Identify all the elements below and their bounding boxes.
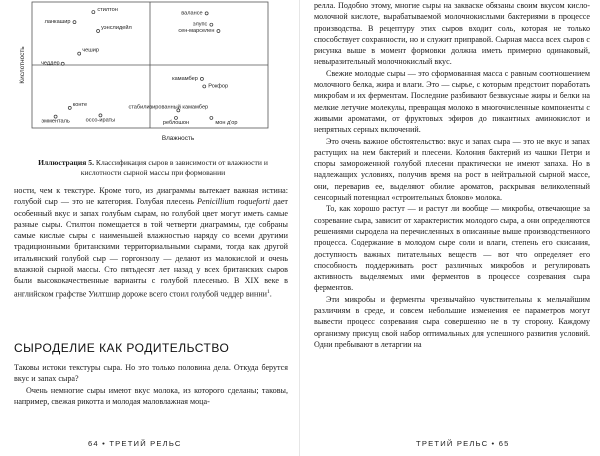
data-point-label: ланкашир [44,19,71,26]
data-point [68,106,71,109]
data-point [203,85,206,88]
left-p1-italic: Penicillium roqueforti [197,197,270,207]
data-point [97,29,100,32]
left-footer: 64 • ТРЕТИЙ РЕЛЬС [88,439,182,448]
data-point-label: реблошон [162,119,190,126]
data-point [200,77,203,80]
x-axis-label: Влажность [161,135,195,142]
right-paragraph-4: То, как хорошо растут — и растут ли вообще — микробы, отвечающие за созревание сыра, зависит от характеристик молодого сыра, а они определяются решениями сыродела на перечисленных в описанные выше производственного процесса. Содержание в молодом сыре соли и влаги, степень его скисания, доступность важных питательных веществ — вот что определяет его способность поддерживать рост различных микробов и регулировать активность выделяемых ими ферментов в процессе созревания сыра ферментов. [314,204,590,293]
right-paragraph-1: релла. Подобно этому, многие сыры на закваске обязаны своим вкусом кисло-молочной кислоте, вырабатываемой молочнокислыми бактериями в процессе производства. В рецептуру этих сыров входит соль, которая не только способствует сохранности, но и служит приправой. Сырная масса всех сыров с рисунка выше в момент формовки должна иметь примерно одинаковый, невыразительный молочнокислый вкус. [314,1,590,67]
section-heading: СЫРОДЕЛИЕ КАК РОДИТЕЛЬСТВО [14,341,230,355]
figure-caption [22,158,284,178]
footnote-mark: 1 [267,288,270,295]
data-point [205,12,208,15]
chart-svg [14,0,288,142]
data-point-label: стабилизированный камамбер [128,104,209,111]
data-point [210,116,213,119]
data-point-label: камамбер [172,75,198,82]
left-p1-end: . [269,289,272,299]
data-point-label: сен-марселен [178,27,215,34]
data-point [217,29,220,32]
data-point [78,52,81,55]
chart-points [41,7,237,126]
right-paragraph-2: Свежие молодые сыры — это сформованная масса с равным соотношением молочного белка, жира и влаги. Это — сырье, с которым предстоит поработать микробам и их ферментам. Последние разбивают безвкусные жиры и белки на мелкие летучие молекулы, превращая молоко в многочисленные компоненты с живыми ароматами, от фруктовых эфиров до пикантных аминокислот и непрятных серных включений. [314,68,590,135]
y-axis-label: Кислотность [19,46,26,84]
data-point-label: элупс [192,21,208,28]
data-point [92,11,95,14]
data-point-label: мон д'ор [215,119,238,126]
data-point-label: чеддер [41,60,60,67]
data-point-label: чешир [82,47,99,54]
caption-label: Иллюстрация 5. [38,158,94,167]
cheese-classification-chart [14,0,288,142]
caption-text: Классификация сыров в зависимости от влажности и кислотности сырной массы при формовании [80,158,268,177]
left-paragraph-1 [14,185,288,300]
right-paragraph-3: Это очень важное обстоятельство: вкус и запах сыра — это не вкус и запах растущих на нем бактерий и плесени. Колония бактерий из чашки Петри и споры замороженной голубой плесени практически не имеют запаха. Но в надлежащих условиях, получив время на рост в нейтральной сырной массе, они, переварив ее, выделяют обилие ароматов, раскрывая великолепный сенсорный потенциал «строительных блоков» молока. [314,136,590,203]
left-paragraph-2: Таковы истоки текстуры сыра. Но это только половина дела. Откуда берутся вкус и запах сыра? [14,363,288,384]
data-point-label: уэнслидейл [101,24,132,31]
data-point-label: конте [72,101,88,108]
left-p1-part-a: ности, чем к текстуре. Кроме того, из диаграммы вытекает важная истина: голубой сыр — это не категория. Голубая плесень [14,186,288,207]
left-p1-part-b: дает особенный вкус и запах голубым сырам, но голубой цвет могут иметь самые разные сыры. Стилтон помещается в той четверти диаграммы, где собраны самые кислые сыры с наименьшей влажностью наряду со всеми другими традиционными британскими территориальными сырами, тогда как другой итальянский голубой сыр — горгонзолу — делают из малокислой и очень влажной сырной массы. Сто пятьдесят лет назад у всех британских сыров были высококачественные варианты с голубой плесенью. В XIX веке в английском графстве Уилтшир дороже всего стоил голубой чеддер винни [14,197,288,299]
data-point-label: стилтон [97,7,118,14]
right-body-text [314,0,590,350]
data-point [61,62,64,65]
data-point-label: Рокфор [208,83,229,90]
right-footer: ТРЕТИЙ РЕЛЬС • 65 [416,439,510,448]
left-body-text [14,185,288,300]
right-paragraph-5: Эти микробы и ферменты чрезвычайно чувствительны к мельчайшим различиям в среде, и совсем небольшие изменения ее параметров могут вывести процесс созревания сыра совершенно не в ту сторону. Каждому организму присущ свой набор оптимальных для успешного развития условий. Одни пребывают в летаргии на [314,294,590,349]
data-point [73,21,76,24]
data-point-label: эмменталь [41,118,70,125]
right-page [300,0,600,456]
left-paragraph-3: Очень немногие сыры имеют вкус молока, из которого сделаны; таковы, например, свежая рикотта и молодая маловлажная моца- [14,385,288,406]
left-body-text-2 [14,362,288,407]
data-point [210,23,213,26]
data-point-label: оссо-ираты [85,117,116,124]
data-point-label: валансе [181,10,203,17]
